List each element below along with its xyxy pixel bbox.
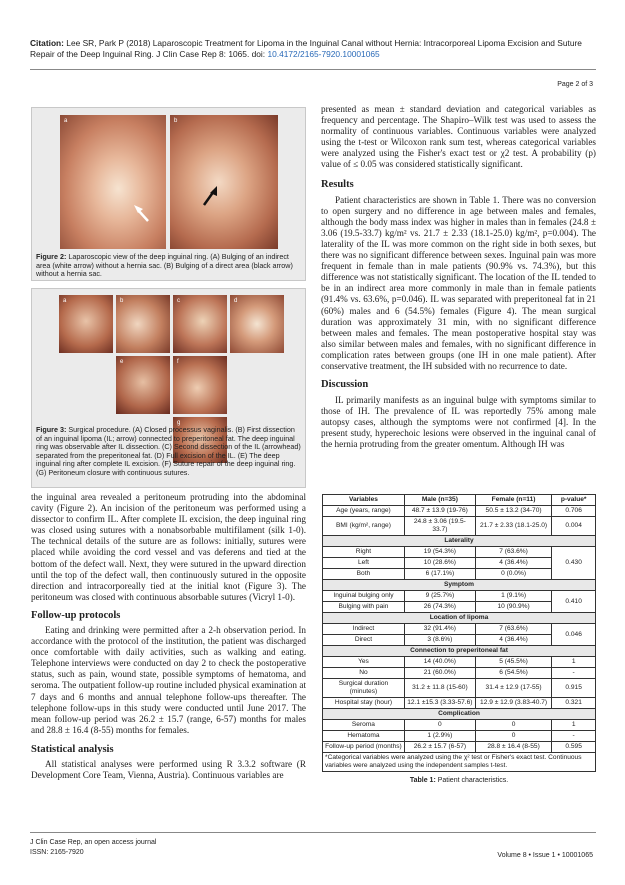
table-cell: Right [323,547,405,558]
statistical-analysis-heading: Statistical analysis [31,743,114,755]
figure-2 [31,107,306,281]
figure-3-caption-text: Surgical procedure. (A) Closed processus vaginalis. (B) First dissection of an inguinal lipoma (IL; arrow) connected to preperitoneal fat. The deep inguinal ring was observable after IL dissection. (C) Second dissection of the IL (arrowhead) separated from the preperitoneal fat. (D) Full excision of the IL. (E) The deep inguinal ring after complete IL excision. (F) Suture repair of the deep inguinal ring. (G) Peritoneum closure with continuous sutures. [36,425,301,477]
table-cell: 0 [404,720,475,731]
black-arrow-icon [170,115,278,249]
table-cell: Surgical duration (minutes) [323,679,405,698]
panel-label: a [63,298,67,304]
table-cell: 21 (60.0%) [404,668,475,679]
statistical-paragraph: All statistical analyses were performed using R 3.3.2 software (R Development Core Team, Vienna, Austria). Continuous variables are [31,758,306,780]
table-cell: 14 (40.0%) [404,657,475,668]
panel-label: b [174,118,178,124]
table-row [323,624,596,635]
panel-label: d [234,298,238,304]
figure-2-label: Figure 2: [36,252,67,261]
table-1 [322,494,596,784]
figure-3-image-b [116,295,170,353]
table-cell: 6 (54.5%) [475,668,551,679]
table-cell: 0.706 [552,506,596,517]
panel-label: a [64,118,68,124]
panel-label: g [177,420,181,426]
results-heading: Results [321,178,354,190]
discussion-heading: Discussion [321,379,369,391]
column-header: p-value* [552,495,596,506]
table-cell: - [552,731,596,742]
table-cell: 24.8 ± 3.06 (19.5-33.7) [404,517,475,536]
white-arrow-icon [60,115,166,249]
table-row [323,742,596,753]
table-cell: 21.7 ± 2.33 (18.1-25.0) [475,517,551,536]
table-caption-label: Table 1: [409,777,436,784]
table-cell: 4 (36.4%) [475,558,551,569]
table-cell: 28.8 ± 16.4 (8-55) [475,742,551,753]
table-cell: Follow-up period (months) [323,742,405,753]
footer-journal-info [30,838,156,857]
table-cell: Inguinal bulging only [323,591,405,602]
footer-journal: J Clin Case Rep, an open access journal [30,839,157,846]
patient-characteristics-table [322,494,596,753]
figure-3-image-e [116,356,170,414]
panel-label: c [177,298,180,304]
table-row [323,731,596,742]
table-group-row [323,709,596,720]
table-cell: 0 [475,720,551,731]
discussion-paragraph: IL primarily manifests as an inguinal bulge with symptoms similar to those of IH. The prevalence of IL was reportedly 75% among male autopsy cases, although the symptoms were not confirmed [4]. In the present study, hyperechoic lesions were observed in the inguinal canal of the hernia protruding from the greater omentum. Although IH was [321,395,596,450]
citation-text: Lee SR, Park P (2018) Laparoscopic Treatment for Lipoma in the Inguinal Canal without Hernia: Intracorporeal Lipoma Excision and Suture Repair of the Deep Inguinal Ring. J Clin Case Rep 8: 1065. doi: [30,38,582,59]
table-row [323,547,596,558]
footer-volume: Volume 8 • Issue 1 • 10001065 [497,852,593,859]
figure-2-image-a [60,115,166,249]
table-cell: 0 [475,731,551,742]
figure-3 [31,288,306,488]
table-cell: 0.046 [552,624,596,646]
table-cell: 1 [552,657,596,668]
table-cell: 0.410 [552,591,596,613]
figure-3-image-a [59,295,113,353]
table-cell: 9 (25.7%) [404,591,475,602]
table-cell: No [323,668,405,679]
table-cell: 0.430 [552,547,596,580]
table-cell: Seroma [323,720,405,731]
statistics-paragraph: presented as mean ± standard deviation and categorical variables as frequency and percentage. The Shapiro–Wilk test was used to assess the normality of continuous variables. Continuous variables were analyzed using the t-test or Wilcoxon rank sum test, whereas categorical variables were analyzed using the Fisher's exact test or χ2 test. A probability (p) value of ≤ 0.05 was considered statistically significant. [321,104,596,170]
figure-3-image-f [173,356,227,414]
table-caption [322,777,596,784]
figure-3-image-c [173,295,227,353]
table-cell: 4 (36.4%) [475,635,551,646]
footer-rule [30,832,596,833]
table-cell: Yes [323,657,405,668]
table-footnote: *Categorical variables were analyzed using the χ² test or Fisher's exact test. Continuous variables were analyzed using the independent samples t-test. [322,753,596,772]
table-cell: - [552,668,596,679]
table-cell: 12.9 ± 12.9 (3.83-40.7) [475,698,551,709]
header-rule [30,69,596,70]
panel-label: b [120,298,124,304]
table-cell: Hospital stay (hour) [323,698,405,709]
table-cell: 0.321 [552,698,596,709]
table-group-label: Symptom [323,580,596,591]
figure-3-label: Figure 3: [36,425,67,434]
table-row [323,657,596,668]
follow-up-heading: Follow-up protocols [31,609,121,621]
table-cell: 10 (28.6%) [404,558,475,569]
table-cell: 0.004 [552,517,596,536]
table-header-row [323,495,596,506]
table-cell: 32 (91.4%) [404,624,475,635]
table-cell: 1 [552,720,596,731]
table-cell: 48.7 ± 13.9 (19-76) [404,506,475,517]
table-cell: 12.1 ±15.3 (3.33-57.6) [404,698,475,709]
table-cell: Direct [323,635,405,646]
table-cell: Both [323,569,405,580]
table-cell: 6 (17.1%) [404,569,475,580]
methods-paragraph: the inguinal area revealed a peritoneum protruding into the abdominal cavity (Figure 2). An incision of the peritoneum was performed using a dissector to confirm IL. After complete IL excision, the deep inguinal ring was closed using sutures with a nonabsorbable multifilament (silk 1-0). The technical details of the suture are as follows: initially, sutures were placed while avoiding the cord vessel and vas deferens and tied at the bottom of the defect wall. Next, they were sutured in the upward direction until the top of the defect wall, then continuously sutured in the opposite direction and intracorporeally tied at the initial knot (Figure 3). The peritoneum was closed with continuous absorbable sutures (Vicryl 1-0). [31,492,306,602]
figure-2-caption [36,253,302,279]
table-cell: 1 (2.9%) [404,731,475,742]
right-column [321,104,596,451]
panel-label: f [177,359,179,365]
left-column [31,492,306,781]
page-number: Page 2 of 3 [557,81,593,88]
table-group-row [323,536,596,547]
table-cell: 10 (90.9%) [475,602,551,613]
table-row [323,591,596,602]
table-cell: 31.4 ± 12.9 (17-55) [475,679,551,698]
figure-2-image-b [170,115,278,249]
table-cell: 31.2 ± 11.8 (15-60) [404,679,475,698]
table-group-label: Location of lipoma [323,613,596,624]
table-cell: 0 (0.0%) [475,569,551,580]
table-cell: 5 (45.5%) [475,657,551,668]
table-row [323,517,596,536]
table-group-row [323,613,596,624]
table-cell: BMI (kg/m², range) [323,517,405,536]
table-cell: 26.2 ± 15.7 (6-57) [404,742,475,753]
table-group-label: Complication [323,709,596,720]
table-cell: 26 (74.3%) [404,602,475,613]
table-cell: 7 (63.6%) [475,624,551,635]
table-row [323,506,596,517]
table-caption-text: Patient characteristics. [437,777,509,784]
citation-label: Citation: [30,38,64,48]
table-cell: Left [323,558,405,569]
table-row [323,679,596,698]
table-group-row [323,580,596,591]
table-cell: 19 (54.3%) [404,547,475,558]
table-cell: 0.915 [552,679,596,698]
results-paragraph: Patient characteristics are shown in Table 1. There was no conversion to open surgery and no difference in age between males and females, although the body mass index was higher in males than in females (24.8 ± 3.06 (19.5-33.7) kg/m² vs. 21.7 ± 2.33 (18.1-25.0) kg/m², p=0.004). The laterality of the IL was more common on the right side in both sexes, but there was no significant difference between sexes. Inguinal pain was more frequent in female than in male patients (90.9% vs. 74.3%), but this difference was not statistically significant. The location of the IL tended to be in an indirect area more commonly in male than in female patients (91.4% vs. 63.6%, p=0.046). IL was separated with preperitoneal fat in 21 (60%) males and 6 (54.5%) females (Figure 4). The mean surgical duration was approximately 31 min, with no significant difference between males and females. The mean postoperative hospital stay was also similar between males and females, with no significant difference in complication rates between groups (one IH in one male patient). After conservative treatment, the IH subsided with no recurrence to date. [321,194,596,371]
table-cell: 1 (9.1%) [475,591,551,602]
table-row [323,668,596,679]
table-group-label: Connection to preperitoneal fat [323,646,596,657]
column-header: Male (n=35) [404,495,475,506]
doi-link[interactable]: 10.4172/2165-7920.10001065 [267,49,380,59]
table-row [323,698,596,709]
column-header: Variables [323,495,405,506]
table-cell: Age (years, range) [323,506,405,517]
figure-3-image-d [230,295,284,353]
table-cell: 50.5 ± 13.2 (34-70) [475,506,551,517]
table-cell: Hematoma [323,731,405,742]
follow-up-paragraph: Eating and drinking were permitted after a 2-h observation period. In accordance with the protocol of the institution, the patient was discharged once comfortable with daily activities, such as walking and eating. Telephone interviews were conducted on day 2 to check the postoperative status, such as pain, wound state, possible symptoms of hematoma, and seroma. The outpatient follow-up routine included physical examination at 7 days and 6 months and annual telephone follow-ups thereafter. The telephone follow-ups in this study were conducted until June 2017. The mean follow-up period was 26.2 ± 15.7 (range, 6-57) months for males and 28.8 ± 16.4 (8-55) months for females. [31,624,306,735]
panel-label: e [120,359,124,365]
table-cell: 0.595 [552,742,596,753]
table-cell: 7 (63.6%) [475,547,551,558]
table-group-label: Laterality [323,536,596,547]
figure-3-caption [36,426,302,478]
column-header: Female (n=11) [475,495,551,506]
table-group-row [323,646,596,657]
table-cell: Indirect [323,624,405,635]
citation [30,38,600,60]
footer-issn: ISSN: 2165-7920 [30,848,84,856]
figure-2-caption-text: Laparoscopic view of the deep inguinal ring. (A) Bulging of an indirect area (white arrow) without a hernia sac. (B) Bulging of a direct area (black arrow) without a hernia sac. [36,252,293,279]
table-row [323,720,596,731]
table-cell: Bulging with pain [323,602,405,613]
table-cell: 3 (8.6%) [404,635,475,646]
